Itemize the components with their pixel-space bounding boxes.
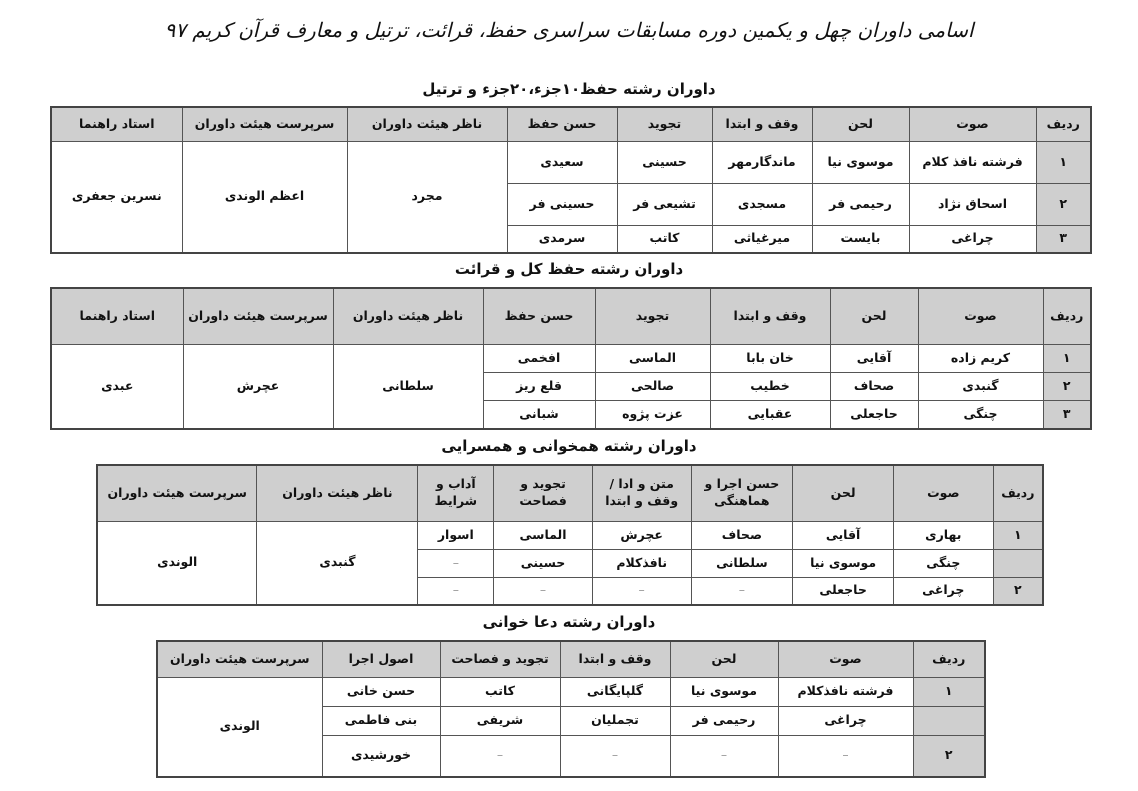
row-number: ۲ [1043,372,1091,400]
row-number [913,706,985,735]
table-cell: عچرش [592,521,691,549]
table-cell: – [440,735,560,777]
table-cell: نافذکلام [592,549,691,577]
merged-sarparast-cell: عچرش [183,344,333,429]
header-cell: لحن [793,465,894,521]
header-cell: صوت [909,107,1036,141]
table-cell: – [494,577,593,605]
header-cell: تجوید و فصاحت [494,465,593,521]
table-cell: فرشته نافذکلام [778,677,913,706]
header-cell: ردیف [913,641,985,677]
table-cell: آقایی [793,521,894,549]
header-cell: ناظر هیئت داوران [347,107,507,141]
table-cell: صالحی [595,372,710,400]
header-cell: اصول اجرا [322,641,440,677]
row-number: ۲ [1036,183,1091,225]
table-cell: آقایی [830,344,918,372]
table-cell: چراغی [778,706,913,735]
table-hifz-kol [50,287,1092,430]
section-title-hifz-10-20: داوران رشته حفظ۱۰جزء،۲۰جزء و ترتیل [422,80,716,98]
table-cell: چنگی [918,400,1043,429]
table-cell: تجملیان [560,706,670,735]
merged-sarparast-cell: الوندی [97,521,257,605]
merged-nazer-cell: سلطانی [333,344,483,429]
header-cell: سرپرست هیئت داوران [97,465,257,521]
row-number: ۳ [1036,225,1091,253]
header-cell: ردیف [1043,288,1091,344]
header-cell: ردیف [1036,107,1091,141]
header-cell: لحن [812,107,909,141]
header-cell: وقف و ابتدا [710,288,830,344]
table-cell: سلطانی [691,549,793,577]
document-title: اسامی داوران چهل و یکمین دوره مسابقات سراسری حفظ، قرائت، ترتیل و معارف قرآن کریم ۹۷ [164,18,974,42]
header-cell: حسن اجرا و هماهنگی [691,465,793,521]
table-cell: اسحاق نژاد [909,183,1036,225]
table-cell: – [418,577,494,605]
table-cell: گلپایگانی [560,677,670,706]
row-number [993,549,1043,577]
table-cell: خطیب [710,372,830,400]
header-cell: ناظر هیئت داوران [257,465,418,521]
table-cell: گنبدی [918,372,1043,400]
row-number: ۱ [913,677,985,706]
table-cell: عقبایی [710,400,830,429]
table-cell: خان بابا [710,344,830,372]
header-cell: سرپرست هیئت داوران [157,641,322,677]
table-cell: الماسی [595,344,710,372]
merged-sarparast-cell: اعظم الوندی [182,141,347,253]
header-cell: متن و ادا / وقف و ابتدا [592,465,691,521]
table-cell: تشیعی فر [617,183,712,225]
header-cell: وقف و ابتدا [560,641,670,677]
table-cell: حاجعلی [830,400,918,429]
table-cell: کاتب [440,677,560,706]
table-cell: حسینی [494,549,593,577]
table-doa [156,640,986,778]
section-title-hamkhani: داوران رشته همخوانی و همسرایی [441,437,697,455]
table-cell: چراغی [909,225,1036,253]
table-cell: – [418,549,494,577]
row-number: ۱ [1036,141,1091,183]
table-cell: رحیمی فر [670,706,778,735]
header-cell: لحن [670,641,778,677]
table-cell: حسینی [617,141,712,183]
table-cell: سرمدی [507,225,617,253]
merged-nazer-cell: گنبدی [257,521,418,605]
header-cell: ناظر هیئت داوران [333,288,483,344]
table-cell: کریم زاده [918,344,1043,372]
header-cell: آداب و شرایط [418,465,494,521]
table-header-row [157,641,985,677]
table-cell: – [691,577,793,605]
table-cell: اسوار [418,521,494,549]
table-cell: بهاری [893,521,993,549]
table-cell: شبانی [483,400,595,429]
table-cell: خورشیدی [322,735,440,777]
table-cell: چنگی [893,549,993,577]
table-cell: چراغی [893,577,993,605]
table-cell: حسینی فر [507,183,617,225]
table-cell: موسوی نیا [670,677,778,706]
table-cell: موسوی نیا [812,141,909,183]
header-cell: سرپرست هیئت داوران [183,288,333,344]
section-title-doa: داوران رشته دعا خوانی [482,613,656,631]
table-cell: – [778,735,913,777]
header-cell: صوت [918,288,1043,344]
table-cell: شریفی [440,706,560,735]
header-cell: وقف و ابتدا [712,107,812,141]
merged-sarparast-cell: الوندی [157,677,322,777]
table-cell: سعیدی [507,141,617,183]
table-row [157,677,985,706]
table-cell: رحیمی فر [812,183,909,225]
header-cell: استاد راهنما [51,288,183,344]
table-cell: بایست [812,225,909,253]
table-cell: صحاف [830,372,918,400]
table-cell: – [670,735,778,777]
table-cell: فرشته نافذ کلام [909,141,1036,183]
merged-ostad-cell: نسرین جعفری [51,141,182,253]
merged-nazer-cell: مجرد [347,141,507,253]
header-cell: حسن حفظ [507,107,617,141]
header-cell: تجوید و فصاحت [440,641,560,677]
table-cell: کاتب [617,225,712,253]
header-cell: سرپرست هیئت داوران [182,107,347,141]
table-cell: الماسی [494,521,593,549]
table-row [97,521,1043,549]
table-cell: موسوی نیا [793,549,894,577]
section-title-hifz-kol: داوران رشته حفظ کل و قرائت [454,260,684,278]
header-cell: ردیف [993,465,1043,521]
row-number: ۲ [993,577,1043,605]
table-cell: مسجدی [712,183,812,225]
row-number: ۲ [913,735,985,777]
table-cell: عزت پژوه [595,400,710,429]
table-cell: حاجعلی [793,577,894,605]
merged-ostad-cell: عبدی [51,344,183,429]
table-header-row [97,465,1043,521]
table-cell: – [592,577,691,605]
row-number: ۳ [1043,400,1091,429]
table-cell: – [560,735,670,777]
header-cell: تجوید [595,288,710,344]
table-cell: قلع ریز [483,372,595,400]
table-cell: حسن خانی [322,677,440,706]
table-header-row [51,107,1091,141]
table-header-row [51,288,1091,344]
table-cell: افخمی [483,344,595,372]
header-cell: تجوید [617,107,712,141]
table-row [51,344,1091,372]
table-cell: صحاف [691,521,793,549]
table-cell: بنی فاطمی [322,706,440,735]
header-cell: صوت [778,641,913,677]
header-cell: لحن [830,288,918,344]
header-cell: حسن حفظ [483,288,595,344]
row-number: ۱ [1043,344,1091,372]
table-hifz-10-20 [50,106,1092,254]
header-cell: استاد راهنما [51,107,182,141]
row-number: ۱ [993,521,1043,549]
table-cell: میرغیاثی [712,225,812,253]
table-row [51,141,1091,183]
table-hamkhani [96,464,1044,606]
table-cell: ماندگارمهر [712,141,812,183]
header-cell: صوت [893,465,993,521]
